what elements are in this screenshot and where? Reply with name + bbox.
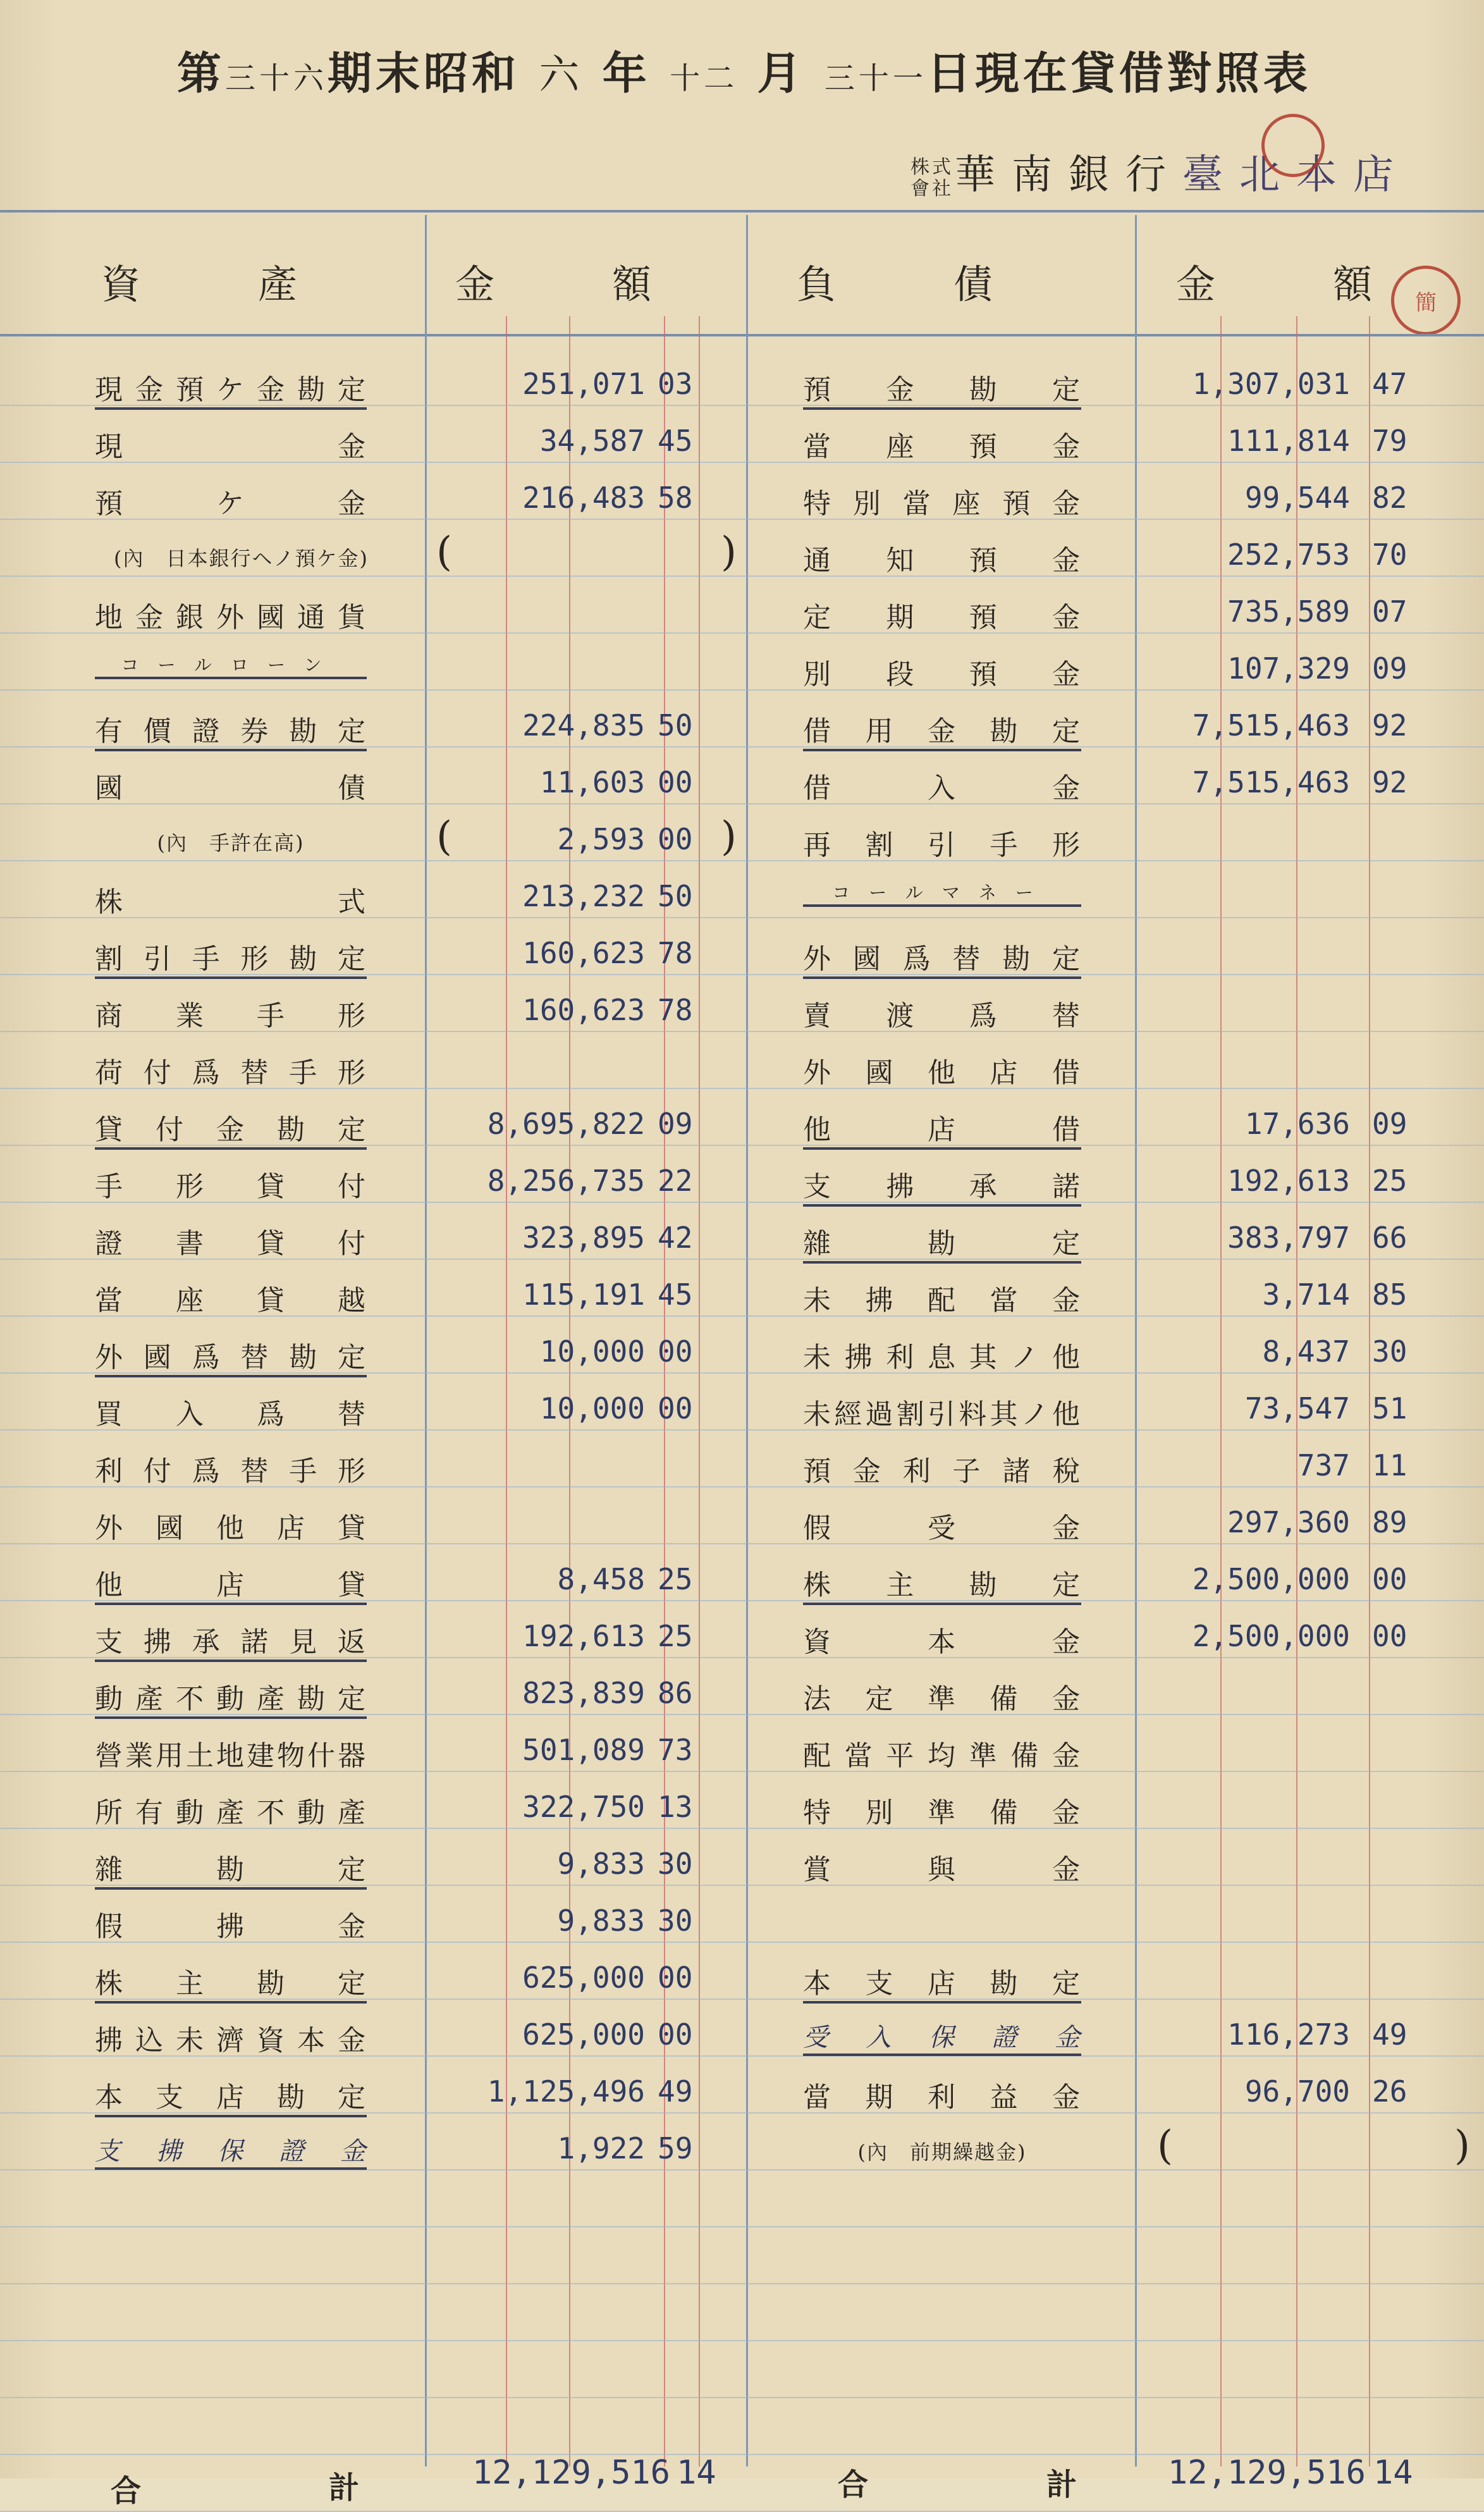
assets-row-sen: 09 [658,1107,693,1141]
assets-row-sen: 25 [658,1562,693,1596]
liabilities-row-label: 本支店勘定 [803,1961,1081,2004]
assets-row-sen: 78 [658,993,693,1027]
assets-row-sen: 78 [658,936,693,970]
liabilities-row-yen: 116,273 [1227,2017,1350,2052]
liabilities-row-sen: 09 [1372,1107,1407,1141]
liabilities-row-sen: 26 [1372,2074,1407,2109]
assets-row-label: 現金預ケ金勘定 [95,367,367,410]
assets-row-label: 營業用土地建物什器 [95,1740,367,1772]
title-prefix: 第 [177,47,225,99]
assets-row-sen: 45 [658,424,693,458]
parenthesis-open: ( [436,529,452,576]
header-liabilities: 負 債 [797,261,993,307]
assets-row-yen: 501,089 [522,1733,645,1767]
column-divider-1 [425,215,427,2466]
assets-row-label: 當座貸越 [95,1284,367,1317]
liabilities-row-label: コールマネー [803,879,1081,907]
header-amount-left: 金 額 [455,261,652,307]
assets-row-yen: 34,587 [539,424,645,458]
assets-row-sen: 00 [658,1961,693,1995]
liabilities-row-sen: 30 [1372,1334,1407,1369]
total-right-sen: 14 [1373,2454,1413,2492]
header-top-rule [0,210,1484,212]
assets-row-sen: 59 [658,2131,693,2165]
assets-row-label: 株 式 [95,886,367,918]
red-guide-4 [699,316,700,2466]
liabilities-row-label: 配當平均準備金 [803,1740,1081,1772]
liabilities-row-sen: 89 [1372,1505,1407,1539]
assets-row-label: 證書貸付 [95,1228,367,1260]
title-year: 六 [539,52,584,99]
liabilities-row-label: 未拂利息其ノ他 [803,1341,1081,1374]
assets-row-label: 預 ケ 金 [95,488,367,520]
assets-row-yen: 213,232 [522,879,645,913]
liabilities-row-label: 外國爲替勘定 [803,936,1081,979]
assets-row-label: 支拂保證金 [95,2131,367,2170]
title-suffix: 日現在貸借對照表 [926,47,1311,99]
assets-row-label: 拂込未濟資本金 [95,2024,367,2057]
liabilities-row-sen: 00 [1372,1619,1407,1653]
assets-row-yen: 224,835 [522,708,645,742]
liabilities-row-sen: 70 [1372,538,1407,572]
assets-row-sen: 00 [658,822,693,856]
assets-row-label: 外國爲替勘定 [95,1334,367,1377]
liabilities-row-sen: 00 [1372,1562,1407,1596]
ledger-line [0,2340,1484,2341]
assets-row-label: 雜 勘 定 [95,1847,367,1890]
liabilities-row-label: 未拂配當金 [803,1284,1081,1317]
column-divider-2 [746,215,748,2466]
assets-row-label: 現 金 [95,431,367,463]
red-seal-side-text: 簡 [1415,290,1437,316]
assets-row-label: 國 債 [95,772,367,804]
assets-row-label: 商業手形 [95,1000,367,1032]
liabilities-row-label: 資 本 金 [803,1626,1081,1658]
assets-row-yen: 251,071 [522,367,645,401]
assets-row-label: 假 拂 金 [95,1911,367,1943]
assets-row-yen: 9,833 [557,1904,645,1938]
parenthesis-open: ( [436,813,452,860]
assets-row-yen: 11,603 [539,765,645,799]
liabilities-row-label: 再割引手形 [803,829,1081,861]
assets-row-label: (內 手許在高) [157,831,305,855]
liabilities-row-label: (內 前期繰越金) [857,2140,1027,2164]
liabilities-row-sen: 66 [1372,1221,1407,1255]
title-nen: 年 [602,47,651,99]
liabilities-row-sen: 51 [1372,1391,1407,1425]
total-right-yen: 12,129,516 [1167,2454,1366,2492]
liabilities-row-label: 特別準備金 [803,1797,1081,1829]
liabilities-row-label: 假 受 金 [803,1512,1081,1544]
company-name [911,142,1410,200]
assets-row-sen: 58 [658,481,693,515]
liabilities-row-yen: 7,515,463 [1192,765,1350,799]
assets-row-label: 支拂承諾見返 [95,1619,367,1662]
liabilities-row-label: 株主勘定 [803,1562,1081,1605]
total-left-sen: 14 [677,2454,716,2492]
assets-row-label: 貸付金勘定 [95,1107,367,1150]
assets-row-sen: 00 [658,1391,693,1425]
total-label-left-2: 計 [329,2470,360,2506]
assets-row-yen: 8,256,735 [487,1164,645,1198]
assets-row-label: 荷付爲替手形 [95,1057,367,1089]
liabilities-row-label: 定期預金 [803,601,1081,634]
assets-row-sen: 50 [658,879,693,913]
parenthesis-close: ) [1454,2122,1470,2169]
liabilities-row-label: 別段預金 [803,658,1081,691]
total-label-right-2: 計 [1046,2467,1077,2503]
assets-row-sen: 13 [658,1790,693,1824]
company-type-top: 株式 [911,156,954,178]
column-divider-3 [1135,215,1137,2466]
total-left-yen: 12,129,516 [472,2454,670,2492]
liabilities-row-sen: 85 [1372,1278,1407,1312]
ledger-line [0,2397,1484,2398]
assets-row-yen: 9,833 [557,1847,645,1881]
liabilities-row-yen: 107,329 [1227,651,1350,686]
liabilities-row-label: 雜 勘 定 [803,1221,1081,1264]
liabilities-row-label: 當座預金 [803,431,1081,463]
assets-row-sen: 25 [658,1619,693,1653]
company-type [911,157,955,200]
assets-row-label: 地金銀外國通貨 [95,601,367,634]
ledger-line [0,2283,1484,2284]
assets-row-sen: 42 [658,1221,693,1255]
assets-row-yen: 10,000 [539,1334,645,1369]
title-period: 三十六 [225,61,328,96]
company-bank-name: 華南銀行 [955,152,1182,199]
liabilities-row-yen: 111,814 [1227,424,1350,458]
liabilities-row-yen: 73,547 [1244,1391,1350,1425]
assets-row-label: 外國他店貸 [95,1512,367,1544]
liabilities-row-label: 預金利子諸稅 [803,1455,1081,1487]
assets-row-yen: 625,000 [522,1961,645,1995]
liabilities-row-yen: 7,515,463 [1192,708,1350,742]
liabilities-row-label: 未經過割引料其ノ他 [803,1398,1081,1431]
assets-row-sen: 30 [658,1847,693,1881]
liabilities-row-sen: 11 [1372,1448,1407,1482]
liabilities-row-label: 法定準備金 [803,1683,1081,1715]
red-seal-side [1391,266,1461,335]
assets-row-sen: 73 [658,1733,693,1767]
liabilities-row-sen: 92 [1372,765,1407,799]
assets-row-yen: 1,922 [557,2131,645,2165]
liabilities-row-yen: 1,307,031 [1192,367,1350,401]
assets-row-sen: 45 [658,1278,693,1312]
assets-row-label: 株主勘定 [95,1961,367,2004]
liabilities-row-label: 他 店 借 [803,1107,1081,1150]
assets-row-yen: 625,000 [522,2017,645,2052]
liabilities-row-sen: 47 [1372,367,1407,401]
header-amount-right: 金 額 [1176,261,1373,307]
assets-row-sen: 00 [658,765,693,799]
liabilities-row-sen: 25 [1372,1164,1407,1198]
ledger-line [0,860,1484,861]
assets-row-yen: 8,695,822 [487,1107,645,1141]
liabilities-row-yen: 8,437 [1262,1334,1350,1369]
assets-row-label: 手形貸付 [95,1171,367,1203]
liabilities-row-sen: 07 [1372,594,1407,629]
assets-row-label: 買入爲替 [95,1398,367,1431]
assets-row-sen: 00 [658,1334,693,1369]
liabilities-row-yen: 99,544 [1244,481,1350,515]
parenthesis-open: ( [1157,2122,1173,2169]
liabilities-row-sen: 79 [1372,424,1407,458]
liabilities-row-yen: 383,797 [1227,1221,1350,1255]
liabilities-row-sen: 09 [1372,651,1407,686]
assets-row-label: 利付爲替手形 [95,1455,367,1487]
assets-row-label: コールローン [95,651,367,679]
assets-row-yen: 2,593 [557,822,645,856]
liabilities-row-label: 外國他店借 [803,1057,1081,1089]
liabilities-row-sen: 49 [1372,2017,1407,2052]
liabilities-row-label: 特別當座預金 [803,488,1081,520]
assets-row-yen: 1,125,496 [487,2074,645,2109]
liabilities-row-label: 當期利益金 [803,2081,1081,2114]
company-type-bottom: 會社 [911,177,954,200]
title-month: 十二 [670,61,739,96]
liabilities-row-yen: 252,753 [1227,538,1350,572]
assets-row-yen: 323,895 [522,1221,645,1255]
assets-row-yen: 322,750 [522,1790,645,1824]
red-guide-7 [1369,316,1370,2466]
ledger-line [0,2226,1484,2227]
document-title [177,38,1311,102]
assets-row-label: 所有動產不動產 [95,1797,367,1829]
liabilities-row-label: 借 入 金 [803,772,1081,804]
liabilities-row-yen: 735,589 [1227,594,1350,629]
liabilities-row-yen: 17,636 [1244,1107,1350,1141]
liabilities-row-yen: 2,500,000 [1192,1619,1350,1653]
assets-row-label: 他 店 貸 [95,1562,367,1605]
liabilities-row-label: 賣渡爲替 [803,1000,1081,1032]
assets-row-yen: 160,623 [522,936,645,970]
assets-row-yen: 823,839 [522,1676,645,1710]
liabilities-row-yen: 192,613 [1227,1164,1350,1198]
assets-row-sen: 03 [658,367,693,401]
liabilities-row-label: 通知預金 [803,545,1081,577]
liabilities-row-label: 受入保證金 [803,2017,1081,2056]
liabilities-row-label: 支拂承諾 [803,1164,1081,1207]
assets-row-yen: 160,623 [522,993,645,1027]
liabilities-row-yen: 737 [1297,1448,1350,1482]
assets-row-label: 有價證券勘定 [95,708,367,751]
header-assets: 資 產 [101,261,298,307]
assets-row-label: 本支店勘定 [95,2074,367,2117]
liabilities-row-sen: 92 [1372,708,1407,742]
liabilities-row-yen: 3,714 [1262,1278,1350,1312]
assets-row-yen: 216,483 [522,481,645,515]
assets-row-yen: 8,458 [557,1562,645,1596]
liabilities-row-yen: 96,700 [1244,2074,1350,2109]
parenthesis-close: ) [721,529,737,576]
parenthesis-close: ) [721,813,737,860]
liabilities-row-label: 借用金勘定 [803,708,1081,751]
liabilities-row-label: 預金勘定 [803,367,1081,410]
assets-row-sen: 50 [658,708,693,742]
ledger-line [0,689,1484,691]
header-bottom-rule [0,334,1484,336]
ledger-line [0,576,1484,577]
assets-row-yen: 115,191 [522,1278,645,1312]
assets-row-yen: 192,613 [522,1619,645,1653]
red-seal-top [1261,114,1325,177]
liabilities-row-label: 賞 與 金 [803,1854,1081,1886]
assets-row-label: 動產不動產勘定 [95,1676,367,1719]
total-label-left: 合 [111,2473,142,2509]
assets-row-yen: 10,000 [539,1391,645,1425]
total-label-right: 合 [838,2467,869,2503]
assets-row-sen: 49 [658,2074,693,2109]
branch-stamp: 臺北本店 [1182,152,1410,199]
assets-row-sen: 86 [658,1676,693,1710]
liabilities-row-yen: 2,500,000 [1192,1562,1350,1596]
liabilities-row-yen: 297,360 [1227,1505,1350,1539]
title-day: 三十一 [824,61,927,96]
assets-row-sen: 22 [658,1164,693,1198]
assets-row-label: 割引手形勘定 [95,936,367,979]
assets-row-sen: 00 [658,2017,693,2052]
assets-row-sen: 30 [658,1904,693,1938]
title-tsuki: 月 [757,47,806,99]
liabilities-row-sen: 82 [1372,481,1407,515]
assets-row-label: (內 日本銀行ヘノ預ケ金) [114,546,369,570]
title-mid: 期末昭和 [328,47,520,99]
